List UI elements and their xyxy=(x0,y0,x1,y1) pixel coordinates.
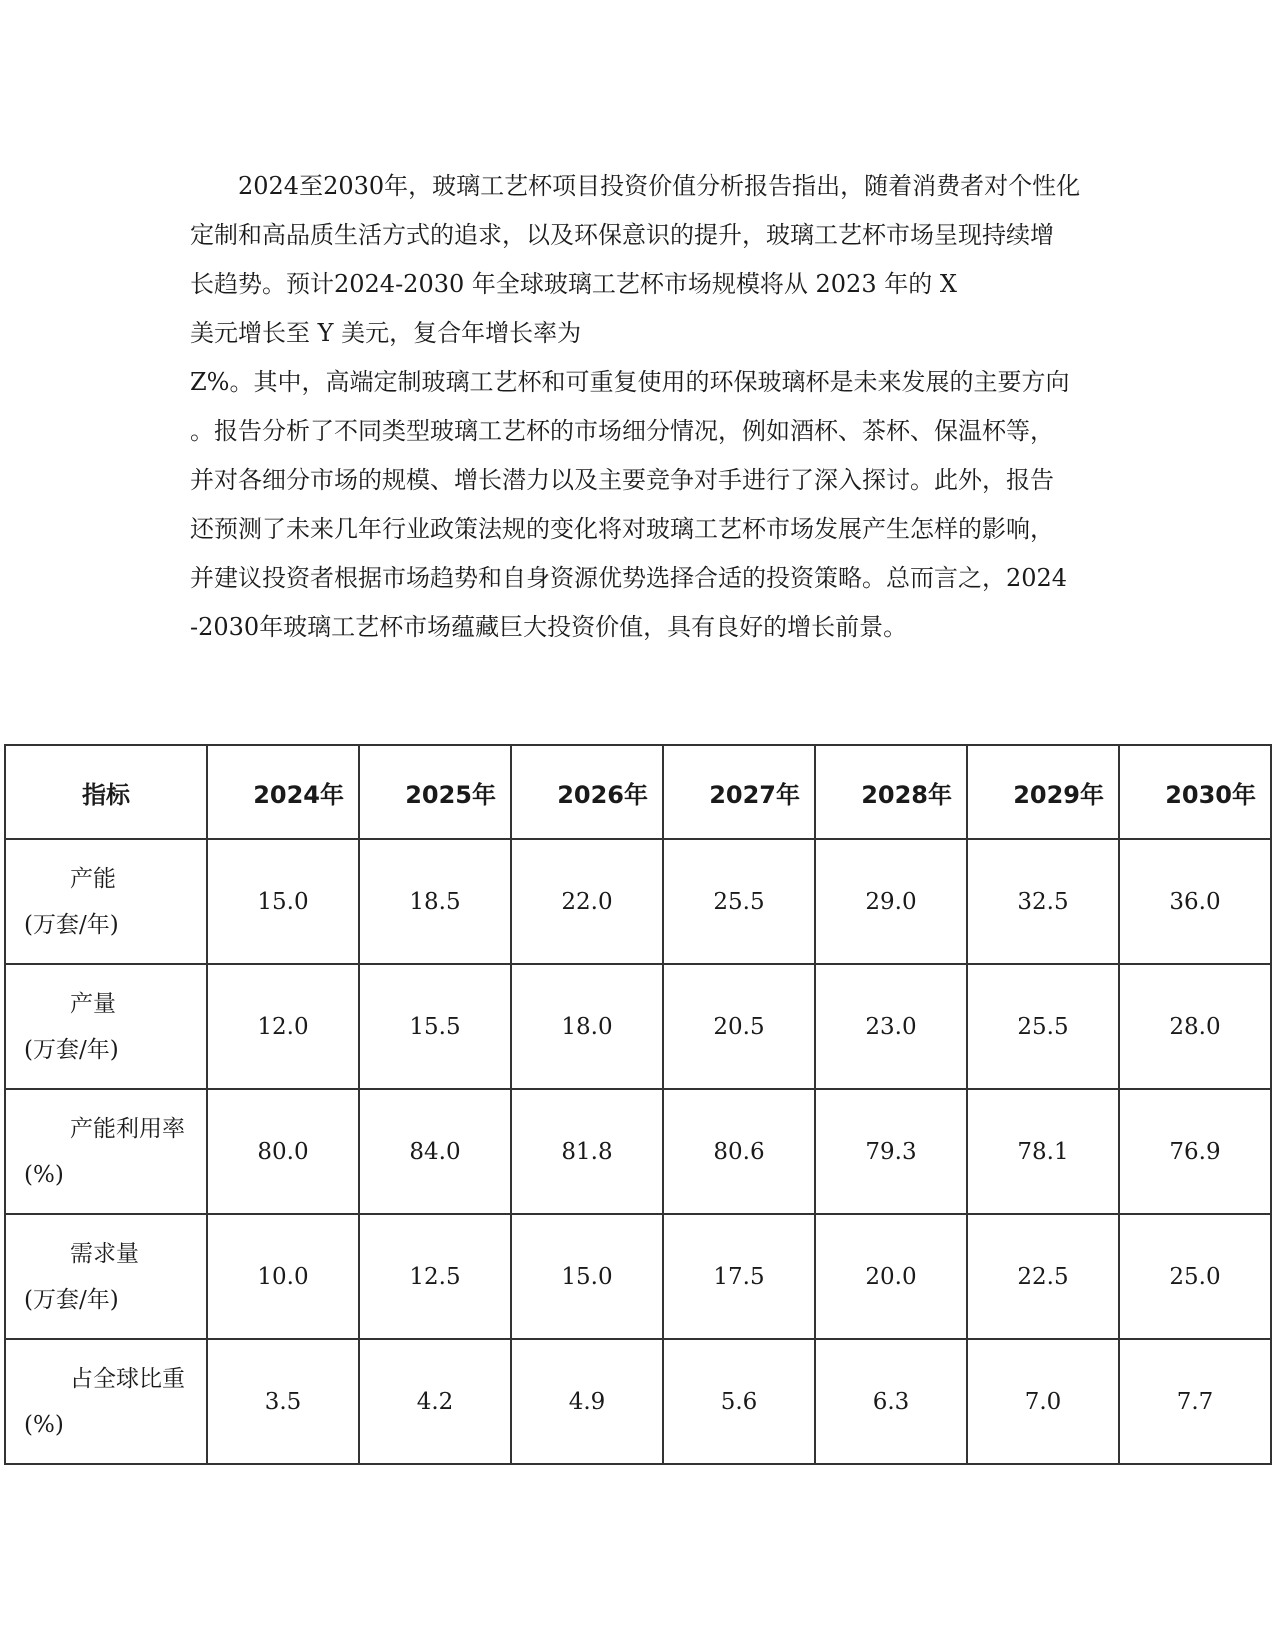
table-cell: 7.0 xyxy=(967,1339,1119,1464)
table-cell: 29.0 xyxy=(815,839,967,964)
table-cell: 78.1 xyxy=(967,1089,1119,1214)
row-label xyxy=(5,1214,207,1339)
row-label xyxy=(5,839,207,964)
table-cell: 20.5 xyxy=(663,964,815,1089)
row-label-unit: (万套/年) xyxy=(24,1286,119,1313)
table-row xyxy=(5,839,1271,964)
forecast-table xyxy=(4,744,1272,1465)
row-label xyxy=(5,1339,207,1464)
table-cell: 84.0 xyxy=(359,1089,511,1214)
paragraph-line: 长趋势。预计2024-2030 年全球玻璃工艺杯市场规模将从 2023 年的 X xyxy=(190,270,957,298)
table-cell: 32.5 xyxy=(967,839,1119,964)
table-cell: 36.0 xyxy=(1119,839,1271,964)
row-label-name: 占全球比重 xyxy=(70,1365,185,1392)
header-year: 2024年 xyxy=(207,745,359,839)
table-row xyxy=(5,1339,1271,1464)
table-cell: 10.0 xyxy=(207,1214,359,1339)
row-label xyxy=(5,964,207,1089)
header-year: 2030年 xyxy=(1119,745,1271,839)
paragraph-line: Z%。其中，高端定制玻璃工艺杯和可重复使用的环保玻璃杯是未来发展的主要方向 xyxy=(190,368,1070,396)
table-cell: 22.5 xyxy=(967,1214,1119,1339)
paragraph-line: 2024至2030年，玻璃工艺杯项目投资价值分析报告指出，随着消费者对个性化 xyxy=(238,172,1081,200)
header-year: 2028年 xyxy=(815,745,967,839)
header-year: 2027年 xyxy=(663,745,815,839)
table-cell: 3.5 xyxy=(207,1339,359,1464)
table-cell: 6.3 xyxy=(815,1339,967,1464)
table-cell: 12.5 xyxy=(359,1214,511,1339)
table-cell: 18.5 xyxy=(359,839,511,964)
table-cell: 4.2 xyxy=(359,1339,511,1464)
table-cell: 23.0 xyxy=(815,964,967,1089)
row-label-name: 产能 xyxy=(70,865,116,892)
header-year: 2026年 xyxy=(511,745,663,839)
table-cell: 4.9 xyxy=(511,1339,663,1464)
table-cell: 5.6 xyxy=(663,1339,815,1464)
report-paragraph xyxy=(190,162,1090,652)
table-cell: 25.0 xyxy=(1119,1214,1271,1339)
paragraph-line: 还预测了未来几年行业政策法规的变化将对玻璃工艺杯市场发展产生怎样的影响， xyxy=(190,515,1054,543)
table-cell: 25.5 xyxy=(663,839,815,964)
paragraph-line: 美元增长至 Y 美元，复合年增长率为 xyxy=(190,319,582,347)
row-label-name: 产能利用率 xyxy=(70,1115,185,1142)
table-cell: 17.5 xyxy=(663,1214,815,1339)
row-label-unit: (%) xyxy=(24,1411,64,1438)
table-cell: 15.5 xyxy=(359,964,511,1089)
table-cell: 15.0 xyxy=(511,1214,663,1339)
table-cell: 80.6 xyxy=(663,1089,815,1214)
table-row xyxy=(5,964,1271,1089)
table-cell: 7.7 xyxy=(1119,1339,1271,1464)
paragraph-line: 并对各细分市场的规模、增长潜力以及主要竞争对手进行了深入探讨。此外，报告 xyxy=(190,466,1054,494)
table-cell: 25.5 xyxy=(967,964,1119,1089)
row-label-name: 需求量 xyxy=(70,1240,139,1267)
header-year: 2025年 xyxy=(359,745,511,839)
row-label xyxy=(5,1089,207,1214)
header-year: 2029年 xyxy=(967,745,1119,839)
paragraph-line: 。报告分析了不同类型玻璃工艺杯的市场细分情况，例如酒杯、茶杯、保温杯等， xyxy=(190,417,1054,445)
paragraph-line: 并建议投资者根据市场趋势和自身资源优势选择合适的投资策略。总而言之，2024 xyxy=(190,564,1068,592)
table-cell: 22.0 xyxy=(511,839,663,964)
table-cell: 20.0 xyxy=(815,1214,967,1339)
row-label-unit: (万套/年) xyxy=(24,1036,119,1063)
row-label-unit: (万套/年) xyxy=(24,911,119,938)
table-header-row xyxy=(5,745,1271,839)
table-row xyxy=(5,1089,1271,1214)
table-cell: 28.0 xyxy=(1119,964,1271,1089)
row-label-name: 产量 xyxy=(70,990,116,1017)
paragraph-line: -2030年玻璃工艺杯市场蕴藏巨大投资价值，具有良好的增长前景。 xyxy=(190,613,908,641)
table-cell: 12.0 xyxy=(207,964,359,1089)
table-cell: 79.3 xyxy=(815,1089,967,1214)
table-row xyxy=(5,1214,1271,1339)
paragraph-line: 定制和高品质生活方式的追求，以及环保意识的提升，玻璃工艺杯市场呈现持续增 xyxy=(190,221,1054,249)
table-cell: 80.0 xyxy=(207,1089,359,1214)
table-cell: 81.8 xyxy=(511,1089,663,1214)
table-cell: 15.0 xyxy=(207,839,359,964)
header-indicator: 指标 xyxy=(5,745,207,839)
table-cell: 76.9 xyxy=(1119,1089,1271,1214)
table-cell: 18.0 xyxy=(511,964,663,1089)
row-label-unit: (%) xyxy=(24,1161,64,1188)
